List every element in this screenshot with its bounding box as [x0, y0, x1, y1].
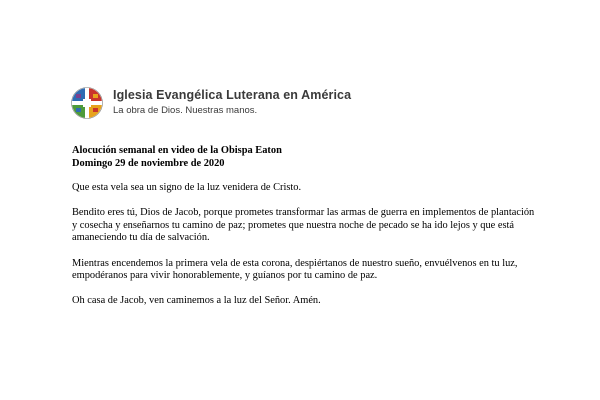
logo-church-name: Iglesia Evangélica Luterana en América: [113, 88, 352, 102]
document-body: [72, 145, 542, 320]
elca-logo: [70, 86, 352, 120]
document-date: Domingo 29 de noviembre de 2020: [72, 157, 225, 169]
elca-cross-emblem-icon: [70, 86, 104, 120]
document-title: Alocución semanal en video de la Obispa Eaton: [72, 145, 282, 156]
paragraph-2: Bendito eres tú, Dios de Jacob, porque prometes transformar las armas de guerra en implementos de plantación y cosecha y enseñarnos tu camino de paz; prometes que nuestra noche de pecado se ha ido lejos y que está amaneciendo tu día de salvación.: [72, 207, 535, 244]
paragraph-4: Oh casa de Jacob, ven caminemos a la luz del Señor. Amén.: [72, 295, 321, 307]
paragraph-1: Que esta vela sea un signo de la luz venidera de Cristo.: [72, 182, 302, 194]
paragraph-3: Mientras encendemos la primera vela de esta corona, despiértanos de nuestro sueño, envuélvenos en tu luz, empodéranos para vivir honorablemente, y guíanos por tu camino de paz.: [72, 257, 518, 282]
logo-tagline: La obra de Dios. Nuestras manos.: [113, 105, 258, 116]
